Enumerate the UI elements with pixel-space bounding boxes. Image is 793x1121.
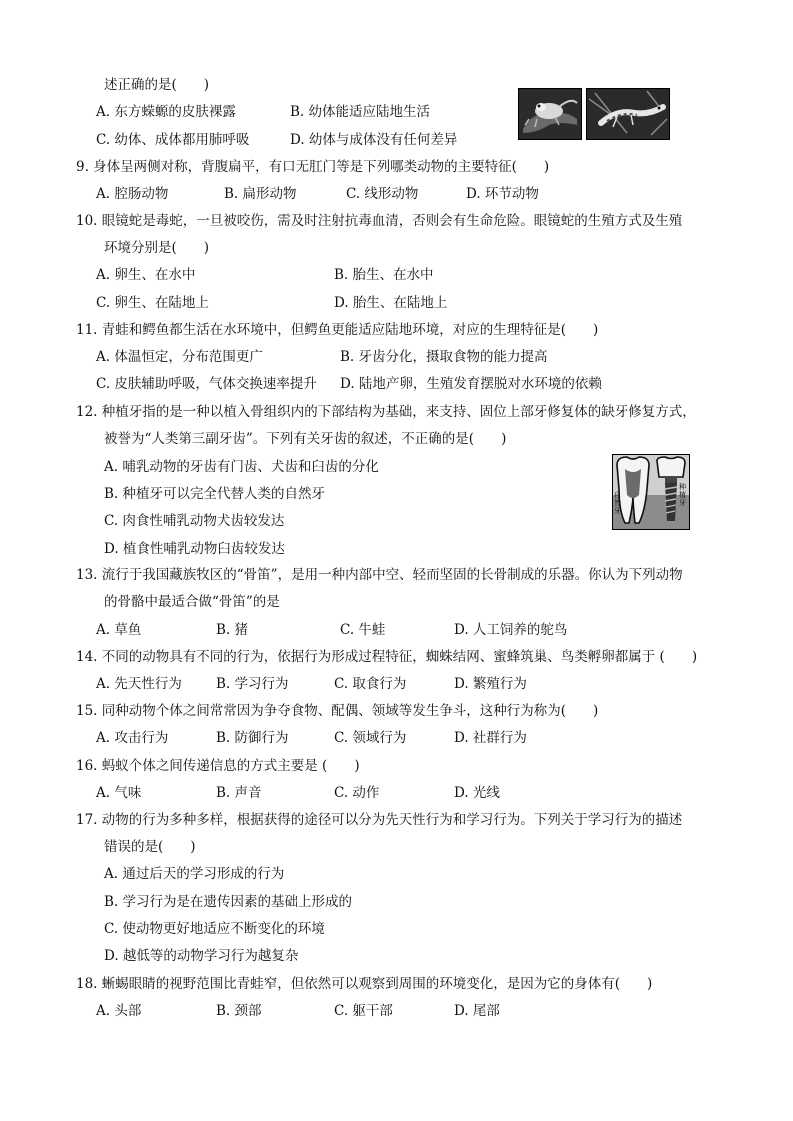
newt-adult-image (518, 88, 582, 140)
q16-option-c: C. 动作 (334, 785, 380, 801)
q18-option-d: D. 尾部 (454, 1003, 500, 1019)
q15-stem: 15. 同种动物个体之间常常因为争夺食物、配偶、领域等发生争斗，这种行为称为( ) (76, 703, 599, 719)
q16-option-a: A. 气味 (96, 785, 142, 801)
q9-option-a: A. 腔肠动物 (96, 186, 169, 202)
q9-option-c: C. 线形动物 (346, 186, 419, 202)
q18-option-a: A. 头部 (96, 1003, 142, 1019)
q10-option-a: A. 卵生、在水中 (96, 267, 196, 283)
q10-option-b: B. 胎生、在水中 (334, 267, 434, 283)
q9-option-d: D. 环节动物 (466, 186, 539, 202)
q8-option-a: A. 东方蝾螈的皮肤裸露 (96, 104, 236, 120)
q12-option-b: B. 种植牙可以完全代替人类的自然牙 (104, 486, 326, 502)
q18-stem: 18. 蜥蜴眼睛的视野范围比青蛙窄，但依然可以观察到周围的环境变化，是因为它的身体有( ) (76, 976, 653, 992)
q10-stem-line1: 10. 眼镜蛇是毒蛇，一旦被咬伤，需及时注射抗毒血清，否则会有生命危险。眼镜蛇的生殖方式及生殖 (76, 213, 683, 229)
q8-option-b: B. 幼体能适应陆地生活 (290, 104, 431, 120)
q14-option-d: D. 繁殖行为 (454, 676, 527, 692)
newt-larva-image (586, 88, 670, 140)
q12-option-a: A. 哺乳动物的牙齿有门齿、犬齿和臼齿的分化 (104, 459, 379, 475)
q9-option-b: B. 扁形动物 (224, 186, 297, 202)
q12-option-d: D. 植食性哺乳动物臼齿较发达 (104, 541, 285, 557)
q18-option-c: C. 躯干部 (334, 1003, 393, 1019)
q11-option-a: A. 体温恒定，分布范围更广 (96, 349, 263, 365)
q16-option-d: D. 光线 (454, 785, 500, 801)
q13-option-a: A. 草鱼 (96, 622, 142, 638)
q12-option-c: C. 肉食性哺乳动物犬齿较发达 (104, 513, 285, 529)
q17-stem-line1: 17. 动物的行为多种多样，根据获得的途径可以分为先天性行为和学习行为。下列关于学习行为的描述 (76, 812, 683, 828)
q15-option-a: A. 攻击行为 (96, 730, 169, 746)
q17-option-b: B. 学习行为是在遗传因素的基础上形成的 (104, 894, 353, 910)
q17-stem-line2: 错误的是( ) (104, 839, 196, 855)
q13-option-d: D. 人工饲养的鸵鸟 (454, 622, 568, 638)
natural-tooth-label: 自然牙 (614, 491, 621, 515)
q13-stem-line1: 13. 流行于我国藏族牧区的“骨笛”，是用一种内部中空、轻而坚固的长骨制成的乐器。你认为下列动物 (76, 567, 683, 583)
q11-stem: 11. 青蛙和鳄鱼都生活在水环境中，但鳄鱼更能适应陆地环境，对应的生理特征是( ) (76, 322, 599, 338)
q13-option-c: C. 牛蛙 (340, 622, 386, 638)
q16-stem: 16. 蚂蚁个体之间传递信息的方式主要是 ( ) (76, 758, 360, 774)
q8-option-d: D. 幼体与成体没有任何差异 (290, 132, 458, 148)
q17-option-d: D. 越低等的动物学习行为越复杂 (104, 948, 299, 964)
q10-option-d: D. 胎生、在陆地上 (334, 295, 448, 311)
q8-option-c: C. 幼体、成体都用肺呼吸 (96, 132, 250, 148)
q17-option-a: A. 通过后天的学习形成的行为 (104, 866, 285, 882)
q15-option-c: C. 领域行为 (334, 730, 407, 746)
q12-stem-line2: 被誉为“人类第三副牙齿”。下列有关牙齿的叙述，不正确的是( ) (104, 431, 507, 447)
q11-option-d: D. 陆地产卵，生殖发育摆脱对水环境的依赖 (340, 376, 602, 392)
tooth-implant-image (612, 454, 690, 530)
q14-option-a: A. 先天性行为 (96, 676, 182, 692)
q18-option-b: B. 颈部 (216, 1003, 262, 1019)
q14-stem: 14. 不同的动物具有不同的行为，依据行为形成过程特征，蜘蛛结网、蜜蜂筑巢、鸟类孵卵都属于 ( ) (76, 649, 698, 665)
q14-option-b: B. 学习行为 (216, 676, 289, 692)
q11-option-c: C. 皮肤辅助呼吸，气体交换速率提升 (96, 376, 317, 392)
q15-option-d: D. 社群行为 (454, 730, 527, 746)
q14-option-c: C. 取食行为 (334, 676, 407, 692)
implant-tooth-label: 种植牙 (679, 483, 686, 507)
q17-option-c: C. 使动物更好地适应不断变化的环境 (104, 921, 325, 937)
q13-stem-line2: 的骨骼中最适合做“骨笛”的是 (104, 594, 280, 610)
q15-option-b: B. 防御行为 (216, 730, 289, 746)
q12-stem-line1: 12. 种植牙指的是一种以植入骨组织内的下部结构为基础，来支持、固位上部牙修复体的缺牙修复方式， (76, 404, 696, 420)
q10-stem-line2: 环境分别是( ) (104, 240, 210, 256)
q13-option-b: B. 猪 (216, 622, 249, 638)
q10-option-c: C. 卵生、在陆地上 (96, 295, 209, 311)
q8-stem: 述正确的是( ) (104, 77, 210, 93)
q16-option-b: B. 声音 (216, 785, 262, 801)
q11-option-b: B. 牙齿分化，摄取食物的能力提高 (340, 349, 548, 365)
q9-stem: 9. 身体呈两侧对称，背腹扁平，有口无肛门等是下列哪类动物的主要特征( ) (76, 159, 550, 175)
